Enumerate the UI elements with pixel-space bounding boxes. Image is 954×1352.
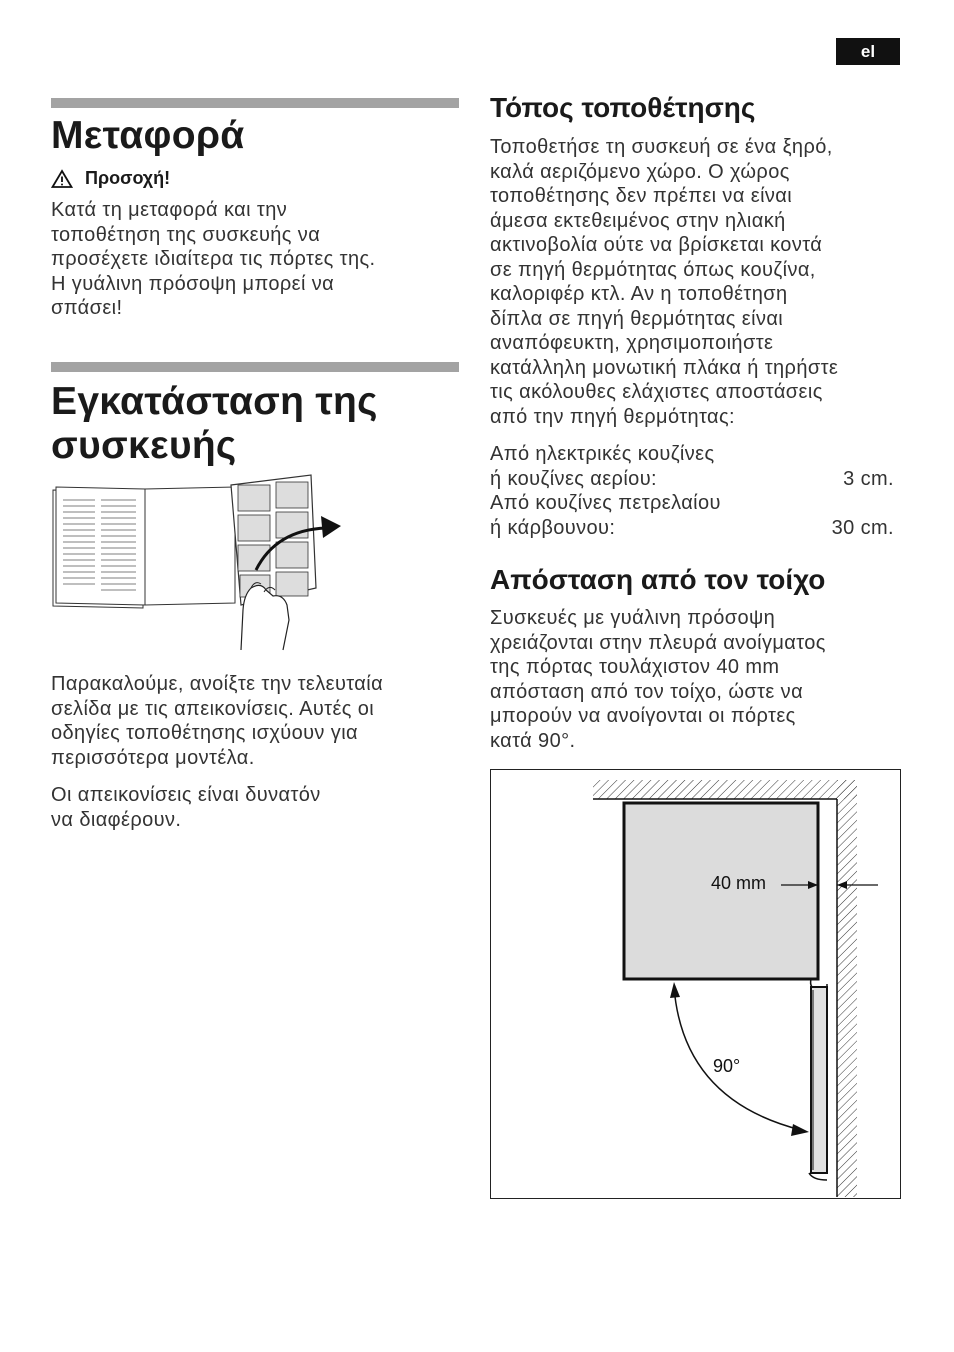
text-line: μπορούν να ανοίγονται οι πόρτες (490, 705, 796, 727)
text-line: Οι απεικονίσεις είναι δυνατόν (51, 784, 321, 806)
wall-distance-text (490, 606, 900, 753)
text-line: ακτινοβολία ούτε να βρίσκεται κοντά (490, 234, 823, 256)
section-rule-transport (51, 98, 459, 108)
text-line: της πόρτας τουλάχιστον 40 mm (490, 656, 780, 678)
text-line: Η γυάλινη πρόσοψη μπορεί να (51, 272, 335, 295)
text-line: περισσότερα μοντέλα. (51, 746, 255, 769)
angle-label: 90° (713, 1056, 741, 1076)
text-line: Τοποθετήσε τη συσκευή σε ένα ξηρό, (490, 136, 833, 158)
text-line: τοποθέτηση της συσκευής να (51, 223, 321, 246)
distance-label: 40 mm (711, 873, 767, 893)
text-line: ή κάρβουνου: (490, 516, 616, 539)
text-line: οδηγίες τοποθέτησης ισχύουν για (51, 722, 358, 744)
text-line: απόσταση από τον τοίχο, ώστε να (490, 680, 804, 703)
text-line: προσέχετε ιδιαίτερα τις πόρτες της. (51, 248, 376, 270)
heading-line: Εγκατάσταση της (51, 380, 378, 423)
text-line: ή κουζίνες αερίου: (490, 467, 657, 490)
text-line: καλοριφέρ κτλ. Αν η τοποθέτηση (490, 283, 788, 305)
distance-row-electric (490, 467, 894, 492)
distance-value: 30 cm. (831, 516, 894, 539)
heading-location: Τόπος τοποθέτησης (490, 92, 756, 123)
warning-label: Προσοχή! (85, 168, 171, 188)
text-line: δίπλα σε πηγή θερμότητας είναι (490, 307, 784, 330)
text-line: αναπόφευκτη, χρησιμοποιήστε (490, 332, 774, 354)
heading-installation (51, 380, 378, 468)
heading-line: συσκευής (51, 424, 237, 467)
side-wall (837, 780, 857, 1197)
heading-transport: Μεταφορά (51, 114, 245, 157)
heading-wall-distance: Απόσταση από τον τοίχο (490, 564, 826, 595)
installation-paragraph-2 (51, 783, 451, 832)
text-line: σπάσει! (51, 297, 123, 319)
distance-row-oil (490, 516, 894, 541)
text-line: άμεσα εκτεθειμένος στην ηλιακή (490, 209, 786, 232)
top-wall (593, 780, 857, 799)
text-line: σε πηγή θερμότητας όπως κουζίνα, (490, 258, 816, 281)
text-line: κατάλληλη μονωτική πλάκα ή τηρήστε (490, 356, 839, 379)
text-line: σελίδα με τις απεικονίσεις. Αυτές οι (51, 697, 375, 720)
warning-row (51, 168, 170, 189)
text-line: Συσκευές με γυάλινη πρόσοψη (490, 607, 776, 629)
text-line: Κατά τη μεταφορά και την (51, 199, 288, 221)
warning-text (51, 198, 451, 321)
section-rule-installation (51, 362, 459, 372)
text-line: από την πηγή θερμότητας: (490, 405, 736, 428)
wall-clearance-diagram (490, 769, 901, 1199)
warning-triangle-icon (51, 169, 73, 189)
text-line: Από κουζίνες πετρελαίου (490, 492, 721, 514)
text-line: να διαφέρουν. (51, 808, 182, 831)
diagram-drawing (491, 770, 899, 1197)
text-line: Παρακαλούμε, ανοίξτε την τελευταία (51, 673, 384, 695)
language-badge: el (836, 38, 900, 65)
text-line: χρειάζονται στην πλευρά ανοίγματος (490, 631, 826, 654)
text-line: τοποθέτησης δεν πρέπει να είναι (490, 185, 793, 207)
distance-table (490, 442, 894, 540)
text-line: Από ηλεκτρικές κουζίνες (490, 443, 715, 465)
open-booklet-illustration (51, 470, 351, 655)
text-line: κατά 90°. (490, 729, 576, 752)
text-line: καλά αεριζόμενο χώρο. Ο χώρος (490, 160, 790, 183)
text-line: τις ακόλουθες ελάχιστες αποστάσεις (490, 381, 823, 403)
distance-value: 3 cm. (843, 467, 894, 490)
location-text (490, 135, 900, 429)
installation-paragraph-1 (51, 672, 451, 770)
